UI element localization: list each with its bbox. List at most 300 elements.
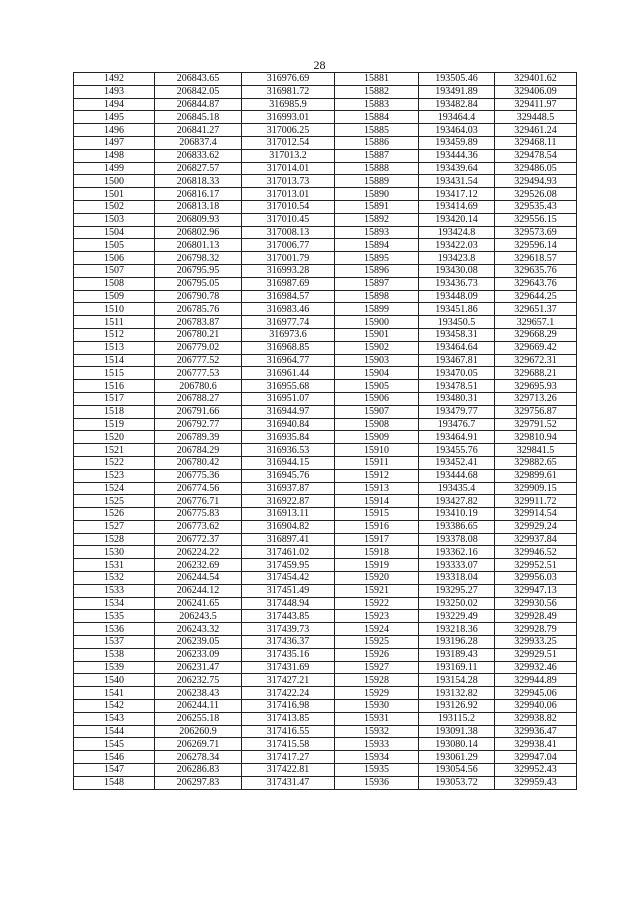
- point-number-right-cell: 15885: [335, 124, 419, 137]
- x-left-cell: 206224.22: [155, 546, 242, 559]
- point-number-right-cell: 15927: [335, 661, 419, 674]
- x-right-cell: 193450.5: [419, 316, 495, 329]
- x-right-cell: 193491.89: [419, 85, 495, 98]
- y-right-cell: 329946.52: [495, 546, 577, 559]
- y-left-cell: 316913.11: [242, 508, 335, 521]
- table-row: [74, 610, 577, 623]
- point-number-left-cell: 1497: [74, 136, 155, 149]
- table-row: [74, 508, 577, 521]
- y-left-cell: 316922.87: [242, 495, 335, 508]
- y-left-cell: 316984.57: [242, 290, 335, 303]
- x-left-cell: 206833.62: [155, 149, 242, 162]
- x-left-cell: 206813.18: [155, 200, 242, 213]
- table-row: [74, 533, 577, 546]
- y-right-cell: 329938.82: [495, 712, 577, 725]
- table-row: [74, 290, 577, 303]
- point-number-left-cell: 1510: [74, 303, 155, 316]
- point-number-right-cell: 15926: [335, 648, 419, 661]
- point-number-right-cell: 15921: [335, 584, 419, 597]
- point-number-left-cell: 1509: [74, 290, 155, 303]
- x-right-cell: 193189.43: [419, 648, 495, 661]
- x-left-cell: 206244.11: [155, 700, 242, 713]
- point-number-left-cell: 1542: [74, 700, 155, 713]
- point-number-right-cell: 15934: [335, 751, 419, 764]
- x-right-cell: 193154.28: [419, 674, 495, 687]
- point-number-left-cell: 1505: [74, 239, 155, 252]
- x-right-cell: 193464.03: [419, 124, 495, 137]
- y-left-cell: 316944.97: [242, 405, 335, 418]
- y-left-cell: 316968.85: [242, 341, 335, 354]
- y-right-cell: 329672.31: [495, 354, 577, 367]
- y-right-cell: 329959.43: [495, 776, 577, 789]
- table-row: [74, 418, 577, 431]
- point-number-right-cell: 15905: [335, 380, 419, 393]
- y-left-cell: 317010.54: [242, 200, 335, 213]
- x-right-cell: 193378.08: [419, 533, 495, 546]
- x-left-cell: 206789.39: [155, 431, 242, 444]
- point-number-right-cell: 15909: [335, 431, 419, 444]
- table-row: [74, 597, 577, 610]
- x-right-cell: 193126.92: [419, 700, 495, 713]
- x-right-cell: 193478.51: [419, 380, 495, 393]
- y-right-cell: 329448.5: [495, 111, 577, 124]
- x-right-cell: 193169.11: [419, 661, 495, 674]
- x-left-cell: 206243.32: [155, 623, 242, 636]
- point-number-right-cell: 15907: [335, 405, 419, 418]
- point-number-left-cell: 1532: [74, 572, 155, 585]
- point-number-left-cell: 1538: [74, 648, 155, 661]
- point-number-right-cell: 15928: [335, 674, 419, 687]
- table-row: [74, 73, 577, 86]
- point-number-right-cell: 15930: [335, 700, 419, 713]
- point-number-right-cell: 15922: [335, 597, 419, 610]
- x-left-cell: 206297.83: [155, 776, 242, 789]
- point-number-left-cell: 1520: [74, 431, 155, 444]
- table-row: [74, 712, 577, 725]
- y-right-cell: 329944.89: [495, 674, 577, 687]
- point-number-right-cell: 15894: [335, 239, 419, 252]
- x-right-cell: 193410.19: [419, 508, 495, 521]
- point-number-left-cell: 1543: [74, 712, 155, 725]
- point-number-right-cell: 15893: [335, 226, 419, 239]
- point-number-left-cell: 1519: [74, 418, 155, 431]
- y-left-cell: 316993.28: [242, 264, 335, 277]
- x-right-cell: 193318.04: [419, 572, 495, 585]
- point-number-left-cell: 1545: [74, 738, 155, 751]
- x-right-cell: 193444.36: [419, 149, 495, 162]
- y-right-cell: 329668.29: [495, 328, 577, 341]
- x-right-cell: 193423.8: [419, 252, 495, 265]
- x-left-cell: 206780.21: [155, 328, 242, 341]
- x-left-cell: 206780.6: [155, 380, 242, 393]
- y-left-cell: 316976.69: [242, 73, 335, 86]
- x-left-cell: 206827.57: [155, 162, 242, 175]
- x-right-cell: 193414.69: [419, 200, 495, 213]
- point-number-right-cell: 15910: [335, 444, 419, 457]
- y-right-cell: 329945.06: [495, 687, 577, 700]
- point-number-left-cell: 1521: [74, 444, 155, 457]
- y-left-cell: 317454.42: [242, 572, 335, 585]
- y-left-cell: 316981.72: [242, 85, 335, 98]
- y-left-cell: 316985.9: [242, 98, 335, 111]
- x-left-cell: 206233.09: [155, 648, 242, 661]
- point-number-left-cell: 1500: [74, 175, 155, 188]
- x-right-cell: 193435.4: [419, 482, 495, 495]
- table-row: [74, 495, 577, 508]
- point-number-right-cell: 15913: [335, 482, 419, 495]
- y-right-cell: 329401.62: [495, 73, 577, 86]
- x-right-cell: 193091.38: [419, 725, 495, 738]
- x-left-cell: 206798.32: [155, 252, 242, 265]
- y-right-cell: 329933.25: [495, 636, 577, 649]
- x-right-cell: 193422.03: [419, 239, 495, 252]
- y-right-cell: 329556.15: [495, 213, 577, 226]
- point-number-left-cell: 1534: [74, 597, 155, 610]
- table-row: [74, 687, 577, 700]
- y-right-cell: 329909.15: [495, 482, 577, 495]
- x-right-cell: 193427.82: [419, 495, 495, 508]
- y-right-cell: 329938.41: [495, 738, 577, 751]
- point-number-right-cell: 15888: [335, 162, 419, 175]
- table-row: [74, 469, 577, 482]
- y-left-cell: 317427.21: [242, 674, 335, 687]
- point-number-right-cell: 15908: [335, 418, 419, 431]
- point-number-right-cell: 15899: [335, 303, 419, 316]
- y-right-cell: 329932.46: [495, 661, 577, 674]
- point-number-right-cell: 15895: [335, 252, 419, 265]
- y-right-cell: 329526.08: [495, 188, 577, 201]
- table-row: [74, 226, 577, 239]
- y-left-cell: 316936.53: [242, 444, 335, 457]
- y-left-cell: 317014.01: [242, 162, 335, 175]
- x-left-cell: 206241.65: [155, 597, 242, 610]
- point-number-left-cell: 1515: [74, 367, 155, 380]
- x-right-cell: 193196.28: [419, 636, 495, 649]
- point-number-right-cell: 15914: [335, 495, 419, 508]
- point-number-left-cell: 1546: [74, 751, 155, 764]
- y-left-cell: 317013.01: [242, 188, 335, 201]
- point-number-left-cell: 1547: [74, 764, 155, 777]
- table-row: [74, 277, 577, 290]
- point-number-right-cell: 15884: [335, 111, 419, 124]
- point-number-left-cell: 1499: [74, 162, 155, 175]
- x-right-cell: 193464.64: [419, 341, 495, 354]
- y-right-cell: 329929.51: [495, 648, 577, 661]
- point-number-right-cell: 15933: [335, 738, 419, 751]
- table-row: [74, 661, 577, 674]
- x-left-cell: 206777.52: [155, 354, 242, 367]
- x-left-cell: 206777.53: [155, 367, 242, 380]
- x-left-cell: 206842.05: [155, 85, 242, 98]
- y-right-cell: 329573.69: [495, 226, 577, 239]
- table-row: [74, 725, 577, 738]
- page-number: 28: [313, 58, 326, 72]
- y-left-cell: 317431.47: [242, 776, 335, 789]
- y-right-cell: 329810.94: [495, 431, 577, 444]
- y-left-cell: 317422.81: [242, 764, 335, 777]
- point-number-left-cell: 1501: [74, 188, 155, 201]
- table-row: [74, 738, 577, 751]
- x-right-cell: 193479.77: [419, 405, 495, 418]
- table-row: [74, 584, 577, 597]
- point-number-left-cell: 1548: [74, 776, 155, 789]
- x-left-cell: 206795.05: [155, 277, 242, 290]
- y-left-cell: 317010.45: [242, 213, 335, 226]
- x-right-cell: 193444.68: [419, 469, 495, 482]
- y-left-cell: 317448.94: [242, 597, 335, 610]
- table-row: [74, 367, 577, 380]
- y-right-cell: 329929.24: [495, 520, 577, 533]
- point-number-left-cell: 1536: [74, 623, 155, 636]
- x-left-cell: 206255.18: [155, 712, 242, 725]
- table-row: [74, 111, 577, 124]
- table-row: [74, 674, 577, 687]
- y-left-cell: 317006.77: [242, 239, 335, 252]
- table-row: [74, 456, 577, 469]
- y-right-cell: 329406.09: [495, 85, 577, 98]
- x-right-cell: 193054.56: [419, 764, 495, 777]
- y-left-cell: 316945.76: [242, 469, 335, 482]
- table-row: [74, 431, 577, 444]
- point-number-left-cell: 1506: [74, 252, 155, 265]
- x-right-cell: 193459.89: [419, 136, 495, 149]
- point-number-right-cell: 15904: [335, 367, 419, 380]
- y-left-cell: 316937.87: [242, 482, 335, 495]
- point-number-left-cell: 1492: [74, 73, 155, 86]
- x-right-cell: 193218.36: [419, 623, 495, 636]
- point-number-right-cell: 15901: [335, 328, 419, 341]
- x-left-cell: 206243.5: [155, 610, 242, 623]
- x-right-cell: 193482.84: [419, 98, 495, 111]
- y-left-cell: 317417.27: [242, 751, 335, 764]
- table-row: [74, 149, 577, 162]
- point-number-right-cell: 15882: [335, 85, 419, 98]
- table-row: [74, 124, 577, 137]
- point-number-right-cell: 15912: [335, 469, 419, 482]
- point-number-left-cell: 1523: [74, 469, 155, 482]
- table-row: [74, 136, 577, 149]
- x-right-cell: 193295.27: [419, 584, 495, 597]
- y-right-cell: 329947.13: [495, 584, 577, 597]
- y-right-cell: 329644.25: [495, 290, 577, 303]
- table-row: [74, 559, 577, 572]
- point-number-right-cell: 15903: [335, 354, 419, 367]
- point-number-right-cell: 15931: [335, 712, 419, 725]
- point-number-left-cell: 1494: [74, 98, 155, 111]
- table-row: [74, 572, 577, 585]
- y-left-cell: 317435.16: [242, 648, 335, 661]
- point-number-left-cell: 1525: [74, 495, 155, 508]
- y-left-cell: 317451.49: [242, 584, 335, 597]
- y-left-cell: 317001.79: [242, 252, 335, 265]
- y-left-cell: 316977.74: [242, 316, 335, 329]
- x-right-cell: 193505.46: [419, 73, 495, 86]
- table-row: [74, 303, 577, 316]
- point-number-right-cell: 15924: [335, 623, 419, 636]
- y-right-cell: 329791.52: [495, 418, 577, 431]
- x-right-cell: 193080.14: [419, 738, 495, 751]
- x-right-cell: 193464.4: [419, 111, 495, 124]
- point-number-right-cell: 15891: [335, 200, 419, 213]
- y-left-cell: 317416.55: [242, 725, 335, 738]
- y-right-cell: 329688.21: [495, 367, 577, 380]
- x-left-cell: 206837.4: [155, 136, 242, 149]
- table-row: [74, 700, 577, 713]
- x-left-cell: 206780.42: [155, 456, 242, 469]
- table-row: [74, 98, 577, 111]
- y-right-cell: 329657.1: [495, 316, 577, 329]
- x-right-cell: 193250.02: [419, 597, 495, 610]
- x-left-cell: 206775.36: [155, 469, 242, 482]
- x-left-cell: 206776.71: [155, 495, 242, 508]
- y-right-cell: 329899.61: [495, 469, 577, 482]
- table-row: [74, 252, 577, 265]
- x-left-cell: 206809.93: [155, 213, 242, 226]
- table-row: [74, 175, 577, 188]
- x-right-cell: 193132.82: [419, 687, 495, 700]
- table-row: [74, 546, 577, 559]
- x-right-cell: 193476.7: [419, 418, 495, 431]
- table-row: [74, 482, 577, 495]
- x-left-cell: 206843.65: [155, 73, 242, 86]
- x-left-cell: 206844.87: [155, 98, 242, 111]
- point-number-left-cell: 1524: [74, 482, 155, 495]
- x-left-cell: 206239.05: [155, 636, 242, 649]
- x-right-cell: 193452.41: [419, 456, 495, 469]
- x-right-cell: 193470.05: [419, 367, 495, 380]
- table-row: [74, 213, 577, 226]
- point-number-left-cell: 1508: [74, 277, 155, 290]
- table-row: [74, 444, 577, 457]
- x-right-cell: 193115.2: [419, 712, 495, 725]
- x-right-cell: 193362.16: [419, 546, 495, 559]
- point-number-right-cell: 15906: [335, 392, 419, 405]
- y-left-cell: 317416.98: [242, 700, 335, 713]
- y-left-cell: 317443.85: [242, 610, 335, 623]
- x-left-cell: 206278.34: [155, 751, 242, 764]
- x-left-cell: 206774.56: [155, 482, 242, 495]
- point-number-left-cell: 1533: [74, 584, 155, 597]
- y-left-cell: 316964.77: [242, 354, 335, 367]
- table-row: [74, 392, 577, 405]
- y-right-cell: 329952.51: [495, 559, 577, 572]
- x-right-cell: 193480.31: [419, 392, 495, 405]
- table-row: [74, 520, 577, 533]
- point-number-left-cell: 1540: [74, 674, 155, 687]
- point-number-left-cell: 1512: [74, 328, 155, 341]
- point-number-left-cell: 1493: [74, 85, 155, 98]
- x-right-cell: 193053.72: [419, 776, 495, 789]
- y-right-cell: 329596.14: [495, 239, 577, 252]
- x-left-cell: 206791.66: [155, 405, 242, 418]
- point-number-left-cell: 1503: [74, 213, 155, 226]
- point-number-right-cell: 15925: [335, 636, 419, 649]
- y-left-cell: 317413.85: [242, 712, 335, 725]
- point-number-right-cell: 15887: [335, 149, 419, 162]
- y-right-cell: 329914.54: [495, 508, 577, 521]
- y-right-cell: 329928.79: [495, 623, 577, 636]
- point-number-left-cell: 1518: [74, 405, 155, 418]
- y-right-cell: 329651.37: [495, 303, 577, 316]
- point-number-left-cell: 1530: [74, 546, 155, 559]
- table-row: [74, 239, 577, 252]
- x-left-cell: 206785.76: [155, 303, 242, 316]
- point-number-left-cell: 1517: [74, 392, 155, 405]
- y-right-cell: 329461.24: [495, 124, 577, 137]
- point-number-right-cell: 15915: [335, 508, 419, 521]
- point-number-right-cell: 15929: [335, 687, 419, 700]
- point-number-left-cell: 1502: [74, 200, 155, 213]
- y-right-cell: 329930.56: [495, 597, 577, 610]
- x-left-cell: 206795.95: [155, 264, 242, 277]
- x-left-cell: 206801.13: [155, 239, 242, 252]
- x-right-cell: 193424.8: [419, 226, 495, 239]
- point-number-left-cell: 1537: [74, 636, 155, 649]
- table-row: [74, 776, 577, 789]
- y-left-cell: 316983.46: [242, 303, 335, 316]
- x-left-cell: 206788.27: [155, 392, 242, 405]
- x-left-cell: 206772.37: [155, 533, 242, 546]
- y-right-cell: 329940.06: [495, 700, 577, 713]
- x-left-cell: 206773.62: [155, 520, 242, 533]
- table-row: [74, 200, 577, 213]
- x-right-cell: 193448.09: [419, 290, 495, 303]
- point-number-right-cell: 15900: [335, 316, 419, 329]
- y-left-cell: 317006.25: [242, 124, 335, 137]
- point-number-left-cell: 1504: [74, 226, 155, 239]
- y-left-cell: 316951.07: [242, 392, 335, 405]
- table-row: [74, 380, 577, 393]
- y-left-cell: 316973.6: [242, 328, 335, 341]
- x-left-cell: 206784.29: [155, 444, 242, 457]
- point-number-right-cell: 15889: [335, 175, 419, 188]
- point-number-right-cell: 15911: [335, 456, 419, 469]
- y-left-cell: 316987.69: [242, 277, 335, 290]
- x-right-cell: 193458.31: [419, 328, 495, 341]
- table-row: [74, 751, 577, 764]
- point-number-left-cell: 1496: [74, 124, 155, 137]
- point-number-left-cell: 1513: [74, 341, 155, 354]
- y-right-cell: 329947.04: [495, 751, 577, 764]
- point-number-left-cell: 1495: [74, 111, 155, 124]
- point-number-left-cell: 1507: [74, 264, 155, 277]
- y-left-cell: 316961.44: [242, 367, 335, 380]
- table-row: [74, 623, 577, 636]
- point-number-right-cell: 15932: [335, 725, 419, 738]
- x-right-cell: 193451.86: [419, 303, 495, 316]
- y-right-cell: 329841.5: [495, 444, 577, 457]
- x-left-cell: 206238.43: [155, 687, 242, 700]
- point-number-left-cell: 1528: [74, 533, 155, 546]
- x-left-cell: 206232.69: [155, 559, 242, 572]
- y-left-cell: 317008.13: [242, 226, 335, 239]
- y-right-cell: 329928.49: [495, 610, 577, 623]
- x-left-cell: 206783.87: [155, 316, 242, 329]
- x-left-cell: 206775.83: [155, 508, 242, 521]
- x-left-cell: 206792.77: [155, 418, 242, 431]
- x-left-cell: 206779.02: [155, 341, 242, 354]
- x-right-cell: 193455.76: [419, 444, 495, 457]
- y-left-cell: 317012.54: [242, 136, 335, 149]
- y-left-cell: 317422.24: [242, 687, 335, 700]
- table-row: [74, 264, 577, 277]
- y-right-cell: 329635.76: [495, 264, 577, 277]
- y-right-cell: 329468.11: [495, 136, 577, 149]
- table-row: [74, 764, 577, 777]
- y-right-cell: 329936.47: [495, 725, 577, 738]
- x-left-cell: 206231.47: [155, 661, 242, 674]
- y-right-cell: 329911.72: [495, 495, 577, 508]
